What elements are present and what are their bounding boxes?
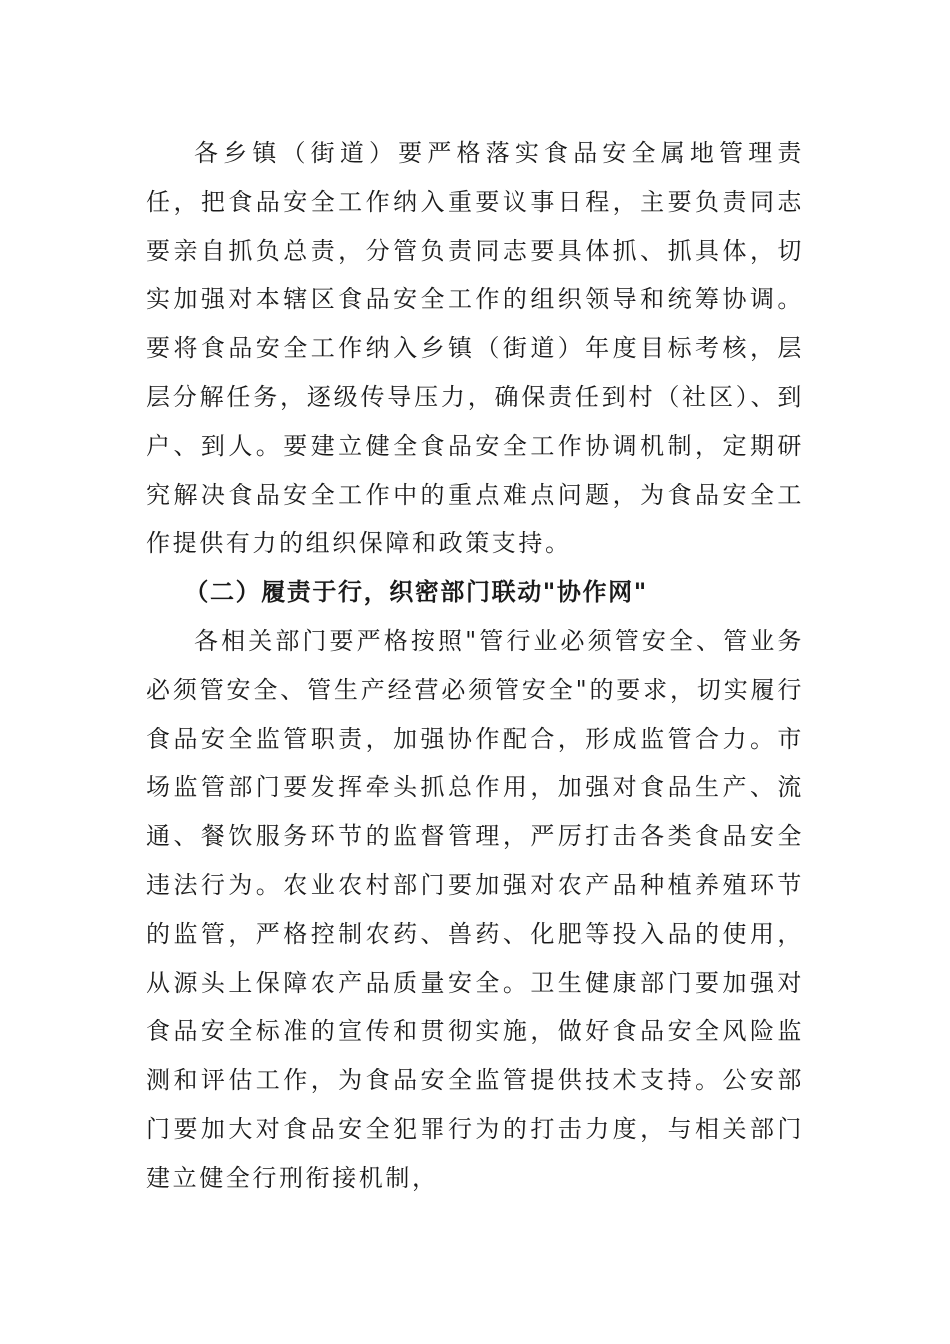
document-body <box>146 129 804 1203</box>
paragraph-department-duties: 各相关部门要严格按照"管行业必须管安全、管业务必须管安全、管生产经营必须管安全"的要求，切实履行食品安全监管职责，加强协作配合，形成监管合力。市场监管部门要发挥牵头抓总作用，加强对食品生产、流通、餐饮服务环节的监督管理，严厉打击各类食品安全违法行为。农业农村部门要加强对农产品种植养殖环节的监管，严格控制农药、兽药、化肥等投入品的使用，从源头上保障农产品质量安全。卫生健康部门要加强对食品安全标准的宣传和贯彻实施，做好食品安全风险监测和评估工作，为食品安全监管提供技术支持。公安部门要加大对食品安全犯罪行为的打击力度，与相关部门建立健全行刑衔接机制， <box>146 626 804 1192</box>
paragraph-township-responsibility: 各乡镇（街道）要严格落实食品安全属地管理责任，把食品安全工作纳入重要议事日程，主要负责同志要亲自抓负总责，分管负责同志要具体抓、抓具体，切实加强对本辖区食品安全工作的组织领导和统筹协调。要将食品安全工作纳入乡镇（街道）年度目标考核，层层分解任务，逐级传导压力，确保责任到村（社区）、到户、到人。要建立健全食品安全工作协调机制，定期研究解决食品安全工作中的重点难点问题，为食品安全工作提供有力的组织保障和政策支持。 <box>146 139 804 558</box>
section-heading-department-linkage: （二）履责于行，织密部门联动"协作网" <box>184 578 648 607</box>
